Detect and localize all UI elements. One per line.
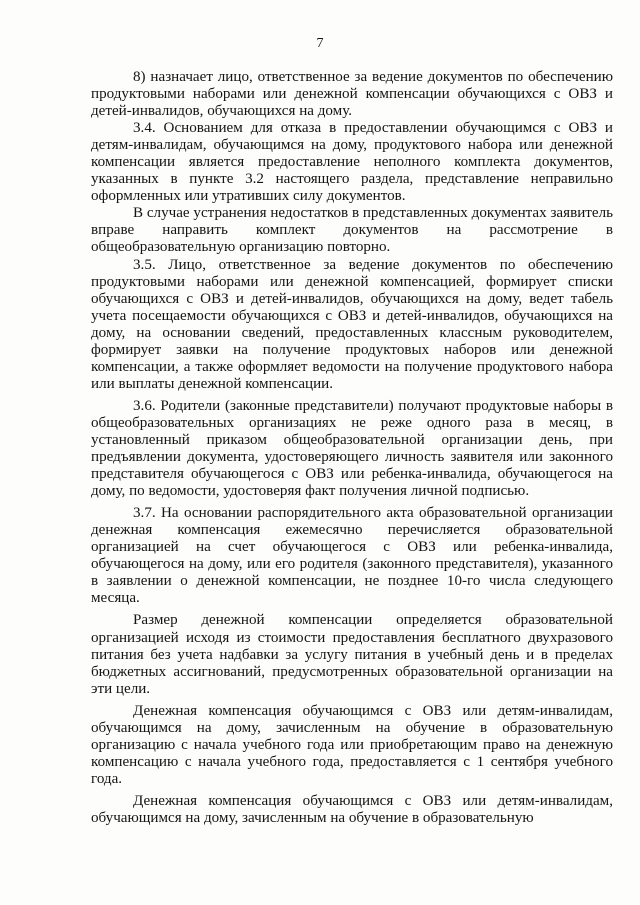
paragraph-3-7: 3.7. На основании распорядительного акта образовательной организации денежная компенсация ежемесячно перечисляется образовательной организацией на счет обучающегося с ОВЗ или ребенка-инвалида, обучающегося на дому, или его родителя (законного представителя), указанного в заявлении о денежной компенсации, не позднее 10-го числа следующего месяца.: [91, 505, 613, 607]
paragraph-compensation-continued: Денежная компенсация обучающимся с ОВЗ или детям-инвалидам, обучающимся на дому, зачисленным на обучение в образовательную: [91, 792, 613, 826]
paragraph-item-8: 8) назначает лицо, ответственное за ведение документов по обеспечению продуктовыми наборами или денежной компенсации обучающихся с ОВЗ и детей-инвалидов, обучающихся на дому.: [91, 69, 613, 120]
paragraph-resubmission: В случае устранения недостатков в представленных документах заявитель вправе направить комплект документов на рассмотрение в общеобразовательную организацию повторно.: [91, 205, 613, 256]
paragraph-3-6: 3.6. Родители (законные представители) получают продуктовые наборы в общеобразовательных организациях не реже одного раза в месяц, в установленный приказом общеобразовательной организации день, при предъявлении документа, удостоверяющего личность заявителя или законного представителя обучающегося с ОВЗ или ребенка-инвалида, обучающегося на дому, по ведомости, удостоверяя факт получения личной подписью.: [91, 397, 613, 500]
paragraph-3-4: 3.4. Основанием для отказа в предоставлении обучающимся с ОВЗ и детям-инвалидам, обучающимся на дому, продуктового набора или денежной компенсации является предоставление неполного комплекта документов, указанных в пункте 3.2 настоящего раздела, представление неправильно оформленных или утративших силу документов.: [91, 120, 613, 205]
paragraph-compensation-amount: Размер денежной компенсации определяется образовательной организацией исходя из стоимости предоставления бесплатного двухразового питания без учета надбавки за услугу питания в учебный день и в пределах бюджетных ассигнований, предусмотренных образовательной организации на эти цели.: [91, 612, 613, 697]
paragraph-3-5: 3.5. Лицо, ответственное за ведение документов по обеспечению продуктовыми наборами или денежной компенсацией, формирует списки обучающихся с ОВЗ и детей-инвалидов, обучающихся на дому, ведет табель учета посещаемости обучающихся с ОВЗ и детей-инвалидов, обучающихся на дому, на основании сведений, предоставленных классным руководителем, формирует заявки на получение продуктовых наборов или денежной компенсации, а также оформляет ведомости на получение продуктового набора или выплаты денежной компенсации.: [91, 256, 613, 392]
page-number: 7: [316, 36, 324, 51]
paragraph-compensation-start: Денежная компенсация обучающимся с ОВЗ или детям-инвалидам, обучающимся на дому, зачисленным на обучение в образовательную организацию с начала учебного года или приобретающим право на денежную компенсацию с начала учебного года, предоставляется с 1 сентября учебного года.: [91, 702, 613, 787]
document-body: [91, 69, 613, 827]
